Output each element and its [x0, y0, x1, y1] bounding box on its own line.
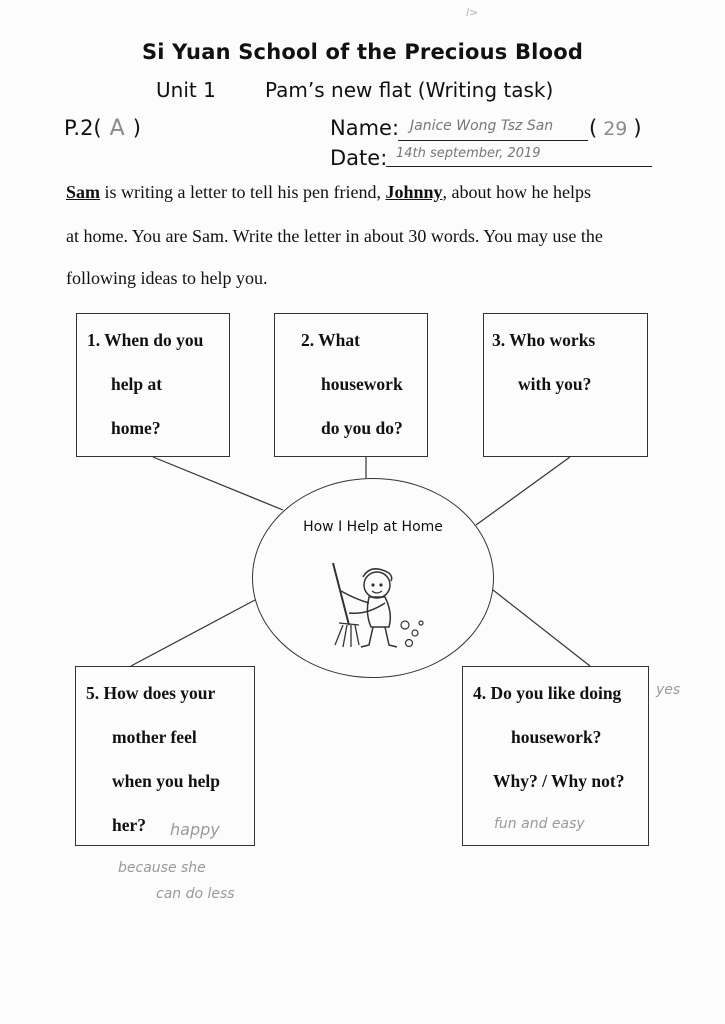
- question-box-1: [76, 313, 230, 457]
- instruction-line-3: following ideas to help you.: [66, 268, 268, 288]
- corner-mark: l>: [466, 6, 479, 19]
- answer-q4-yes: yes: [656, 682, 681, 698]
- connector-q1: [153, 457, 283, 510]
- answer-q4-reason: fun and easy: [494, 816, 585, 832]
- q5-line-3: when you help: [112, 771, 220, 791]
- q1-line-2: help at: [111, 374, 163, 394]
- class-number-value: 29: [603, 118, 628, 140]
- class-number-open: (: [589, 116, 598, 140]
- unit-title: Pam’s new flat (Writing task): [265, 78, 554, 102]
- answer-q5-reason-1: because she: [118, 860, 206, 876]
- center-bubble: [252, 478, 494, 678]
- q3-line-2: with you?: [518, 374, 592, 394]
- connector-q5: [131, 600, 255, 666]
- class-field: [64, 116, 141, 141]
- name-label: Name:: [330, 116, 400, 140]
- class-suffix: ): [132, 116, 141, 140]
- q5-line-4: her?: [112, 815, 147, 835]
- question-box-2: [274, 313, 428, 457]
- q2-line-2: housework: [321, 374, 403, 394]
- date-underline: [386, 166, 652, 167]
- q3-line-1: 3. Who works: [492, 330, 596, 350]
- sweeping-kid-illustration: [319, 563, 429, 655]
- instruction-line-2: at home. You are Sam. Write the letter in about 30 words. You may use the: [66, 226, 603, 246]
- q2-line-3: do you do?: [321, 418, 403, 438]
- instruction-name-sam: Sam: [66, 182, 101, 202]
- q4-line-1: 4. Do you like doing: [473, 683, 622, 703]
- instruction-text-1b: , about how he helps: [442, 182, 591, 202]
- instruction-line-1: [66, 182, 666, 203]
- q1-line-3: home?: [111, 418, 161, 438]
- class-number-close: ): [633, 116, 642, 140]
- q4-line-2: housework?: [511, 727, 602, 747]
- instruction-name-johnny: Johnny: [385, 182, 443, 202]
- name-underline: [398, 140, 588, 141]
- center-title: How I Help at Home: [303, 519, 443, 535]
- q1-line-1: 1. When do you: [87, 330, 204, 350]
- q5-line-1: 5. How does your: [86, 683, 216, 703]
- connector-q4: [493, 590, 590, 666]
- answer-q5-happy: happy: [170, 820, 220, 839]
- class-prefix: P.2(: [64, 116, 102, 140]
- question-box-3: [483, 313, 648, 457]
- date-label: Date:: [330, 146, 388, 170]
- answer-q5-reason-2: can do less: [156, 886, 235, 902]
- connector-q3: [476, 457, 570, 525]
- unit-label: Unit 1: [156, 78, 216, 102]
- instruction-text-1a: is writing a letter to tell his pen friend,: [100, 182, 386, 202]
- q4-line-3: Why? / Why not?: [493, 771, 625, 791]
- school-title: Si Yuan School of the Precious Blood: [141, 40, 584, 64]
- question-box-5: [75, 666, 255, 846]
- date-value: 14th september, 2019: [396, 146, 541, 161]
- class-number-field: [589, 116, 642, 140]
- class-value: A: [109, 116, 125, 141]
- q2-line-1: 2. What: [301, 330, 360, 350]
- name-value: Janice Wong Tsz San: [410, 118, 554, 134]
- q5-line-2: mother feel: [112, 727, 197, 747]
